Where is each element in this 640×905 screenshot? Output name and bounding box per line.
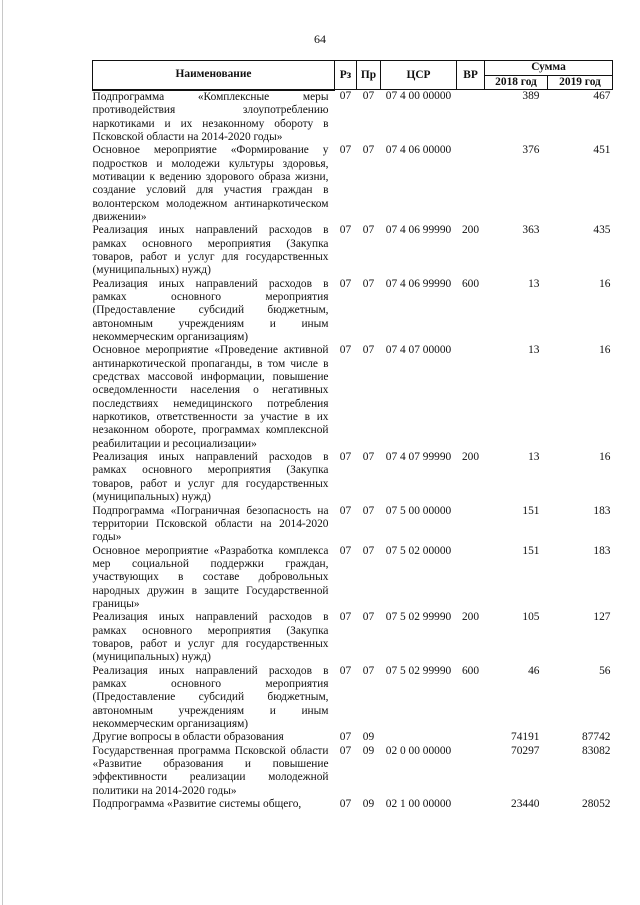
cell-s2019: 451 [593,144,611,157]
cell-rz: 07 [339,504,352,517]
cell-csr: 02 0 00 00000 [385,744,452,757]
table-row [93,224,613,277]
table-row [93,144,613,224]
budget-table [92,60,613,811]
cell-s2018: 13 [528,277,540,290]
cell-s2019: 28052 [582,798,611,811]
table-row [93,344,613,451]
cell-vr [457,731,485,744]
table-row [93,798,613,811]
cell-csr: 07 4 06 99990 [385,224,452,237]
header-pr: Пр [357,61,381,90]
table-row [93,665,613,732]
cell-s2019: 16 [599,344,611,357]
header-sum: Сумма [485,61,613,76]
cell-rz: 07 [339,798,352,811]
cell-s2019: 435 [593,224,611,237]
cell-rz: 07 [339,611,352,624]
table-header [93,61,613,90]
cell-vr [457,745,485,798]
cell-name: Реализация иных направлений расходов в рамках основного мероприятия (Закупка товаров, работ и услуг для государственных (муниципальных) нужд) [92,611,329,664]
cell-s2019: 16 [599,451,611,464]
cell-s2018: 74191 [511,731,540,744]
cell-csr: 07 4 06 99990 [385,277,452,290]
cell-rz: 07 [339,144,352,157]
cell-csr: 07 4 07 99990 [385,451,452,464]
header-2019: 2019 год [548,76,613,90]
cell-vr [457,798,485,811]
cell-s2018: 151 [522,504,540,517]
cell-name: Реализация иных направлений расходов в рамках основного мероприятия (Предоставление субсидий бюджетным, автономным учреждениям и иным некоммерческим организациям) [92,277,329,344]
cell-rz: 07 [339,90,352,103]
header-2018: 2018 год [485,76,548,90]
cell-pr: 07 [362,344,375,357]
cell-csr: 07 5 02 99990 [385,664,452,677]
cell-vr [457,144,485,224]
cell-csr: 02 1 00 00000 [385,798,452,811]
cell-pr: 09 [362,731,375,744]
table-row [93,745,613,798]
cell-name: Другие вопросы в области образования [92,731,284,744]
cell-rz: 07 [339,344,352,357]
cell-csr: 07 5 02 00000 [385,544,452,557]
cell-s2018: 105 [522,611,540,624]
cell-s2019: 87742 [582,731,611,744]
table-row [93,90,613,144]
cell-s2018: 13 [528,344,540,357]
cell-name: Реализация иных направлений расходов в рамках основного мероприятия (Предоставление субсидий бюджетным, автономным учреждениям и иным некоммерческим организациям) [92,664,329,730]
cell-rz: 07 [339,277,352,290]
cell-name: Подпрограмма «Комплексные меры противодействия злоупотреблению наркотиками и их незаконному обороту в Псковской области на 2014-2020 годы» [92,90,329,143]
cell-pr: 07 [362,664,375,677]
cell-s2019: 56 [599,664,611,677]
header-csr: ЦСР [381,61,457,90]
cell-pr: 07 [362,224,375,237]
cell-pr: 09 [362,798,375,811]
header-vr: ВР [457,61,485,90]
cell-s2019: 16 [599,277,611,290]
cell-name: Подпрограмма «Развитие системы общего, [92,798,302,811]
cell-s2018: 23440 [511,798,540,811]
cell-csr [381,731,457,744]
cell-vr: 200 [461,224,480,237]
cell-rz: 07 [339,744,352,757]
cell-s2018: 13 [528,451,540,464]
cell-s2018: 389 [522,90,540,103]
cell-name: Реализация иных направлений расходов в рамках основного мероприятия (Закупка товаров, работ и услуг для государственных (муниципальных) нужд) [92,224,329,277]
cell-s2018: 70297 [511,744,540,757]
cell-name: Основное мероприятие «Формирование у подростков и молодежи культуры здоровья, мотивации к ведению здорового образа жизни, создание условий для участия граждан в волонтерском молодежном антинаркотическом движении» [92,144,329,223]
cell-vr: 200 [461,451,480,464]
header-rz: Рз [335,61,357,90]
page-number: 64 [314,32,326,46]
cell-name: Основное мероприятие «Проведение активной антинаркотической пропаганды, в том числе в средствах массовой информации, повышение осведомленности населения о негативных последствиях немедицинского потребления наркотиков, ответственности за участие в их незаконном обороте, программах комплексной реабилитации и ресоциализации» [92,344,329,450]
cell-s2019: 83082 [582,744,611,757]
cell-name: Реализация иных направлений расходов в рамках основного мероприятия (Закупка товаров, работ и услуг для государственных (муниципальных) нужд) [92,451,329,504]
cell-csr: 07 4 06 00000 [385,144,452,157]
cell-pr: 07 [362,544,375,557]
cell-pr: 07 [362,277,375,290]
cell-name: Основное мероприятие «Разработка комплекса мер социальной поддержки граждан, участвующих в составе добровольных народных дружин в защите Государственной границы» [92,544,329,610]
cell-s2018: 46 [528,664,540,677]
cell-vr [457,505,485,545]
cell-vr: 600 [461,277,480,290]
cell-csr: 07 5 02 99990 [385,611,452,624]
cell-rz: 07 [339,664,352,677]
cell-csr: 07 4 00 00000 [385,90,452,103]
cell-pr: 07 [362,90,375,103]
cell-rz: 07 [339,544,352,557]
table-body [93,90,613,812]
cell-pr: 07 [362,504,375,517]
cell-rz: 07 [339,731,352,744]
cell-s2018: 151 [522,544,540,557]
table-row [93,278,613,345]
cell-csr: 07 4 07 00000 [385,344,452,357]
cell-vr: 200 [461,611,480,624]
table-row [93,505,613,545]
cell-vr [457,90,485,144]
cell-name: Государственная программа Псковской области «Развитие образования и повышение эффективности реализации молодежной политики на 2014-2020 годы» [92,744,329,797]
cell-vr [457,545,485,612]
cell-pr: 09 [362,744,375,757]
table-row [93,731,613,744]
cell-csr: 07 5 00 00000 [385,504,452,517]
cell-pr: 07 [362,144,375,157]
cell-s2019: 467 [593,90,611,103]
cell-s2019: 183 [593,504,611,517]
cell-rz: 07 [339,224,352,237]
table-row [93,611,613,664]
cell-name: Подпрограмма «Пограничная безопасность на территории Псковской области на 2014-2020 годы» [92,504,329,544]
table-row [93,451,613,504]
cell-vr [457,344,485,451]
cell-pr: 07 [362,451,375,464]
header-name: Наименование [93,61,335,90]
scan-edge-line [2,0,3,905]
cell-rz: 07 [339,451,352,464]
cell-pr: 07 [362,611,375,624]
table-row [93,545,613,612]
cell-s2018: 363 [522,224,540,237]
cell-s2019: 183 [593,544,611,557]
cell-vr: 600 [461,664,480,677]
cell-s2018: 376 [522,144,540,157]
cell-s2019: 127 [593,611,611,624]
